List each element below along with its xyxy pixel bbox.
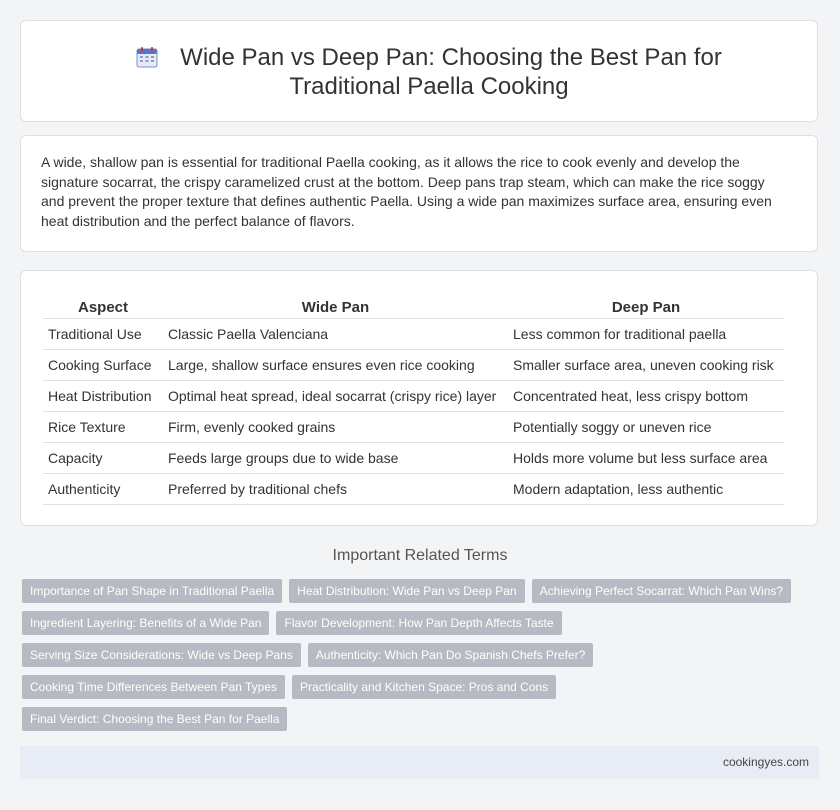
related-term-tag[interactable]: Cooking Time Differences Between Pan Types: [22, 675, 285, 699]
table-cell: Optimal heat spread, ideal socarrat (crispy rice) layer: [163, 381, 508, 412]
table-row: [43, 412, 784, 443]
table-header-row: [43, 296, 784, 319]
page-title-wrap: [81, 43, 777, 101]
related-term-tag[interactable]: Achieving Perfect Socarrat: Which Pan Wins?: [532, 579, 791, 603]
table-cell: Cooking Surface: [43, 350, 163, 381]
title-card: [20, 20, 818, 122]
related-term-tag[interactable]: Final Verdict: Choosing the Best Pan for Paella: [22, 707, 287, 731]
footer: [20, 746, 819, 779]
intro-paragraph: A wide, shallow pan is essential for traditional Paella cooking, as it allows the rice to cook evenly and develop the signature socarrat, the crispy caramelized crust at the bottom. Deep pans trap steam, which can make the rice soggy and prevent the proper texture that defines authentic Paella. Using a wide pan maximizes surface area, ensuring even heat distribution and the perfect balance of flavors.: [41, 154, 772, 229]
table-cell: Holds more volume but less surface area: [508, 443, 784, 474]
related-terms-list: [22, 579, 802, 739]
header-deep-pan: Deep Pan: [508, 296, 784, 319]
table-cell: Smaller surface area, uneven cooking risk: [508, 350, 784, 381]
related-term-tag[interactable]: Authenticity: Which Pan Do Spanish Chefs Prefer?: [308, 643, 593, 667]
intro-card: [20, 135, 818, 252]
table-row: [43, 443, 784, 474]
table-cell: Large, shallow surface ensures even rice cooking: [163, 350, 508, 381]
page-title: Wide Pan vs Deep Pan: Choosing the Best Pan for Traditional Paella Cooking: [180, 44, 722, 100]
table-cell: Firm, evenly cooked grains: [163, 412, 508, 443]
related-term-tag[interactable]: Importance of Pan Shape in Traditional Paella: [22, 579, 282, 603]
comparison-table: [43, 296, 784, 505]
related-term-tag[interactable]: Flavor Development: How Pan Depth Affects Taste: [276, 611, 561, 635]
table-cell: Potentially soggy or uneven rice: [508, 412, 784, 443]
table-row: [43, 474, 784, 505]
related-term-tag[interactable]: Ingredient Layering: Benefits of a Wide Pan: [22, 611, 269, 635]
table-row: [43, 350, 784, 381]
related-term-tag[interactable]: Heat Distribution: Wide Pan vs Deep Pan: [289, 579, 524, 603]
footer-site-name[interactable]: cookingyes.com: [722, 755, 809, 769]
related-terms-heading: Important Related Terms: [332, 547, 508, 564]
table-cell: Classic Paella Valenciana: [163, 319, 508, 350]
related-term-tag[interactable]: Serving Size Considerations: Wide vs Deep Pans: [22, 643, 301, 667]
table-cell: Capacity: [43, 443, 163, 474]
table-cell: Rice Texture: [43, 412, 163, 443]
table-cell: Traditional Use: [43, 319, 163, 350]
table-row: [43, 319, 784, 350]
header-wide-pan: Wide Pan: [163, 296, 508, 319]
comparison-card: [20, 270, 818, 526]
table-cell: Concentrated heat, less crispy bottom: [508, 381, 784, 412]
table-cell: Modern adaptation, less authentic: [508, 474, 784, 505]
header-aspect: Aspect: [43, 296, 163, 319]
table-cell: Preferred by traditional chefs: [163, 474, 508, 505]
table-cell: Authenticity: [43, 474, 163, 505]
table-cell: Heat Distribution: [43, 381, 163, 412]
table-cell: Feeds large groups due to wide base: [163, 443, 508, 474]
calendar-icon: [136, 46, 158, 68]
related-term-tag[interactable]: Practicality and Kitchen Space: Pros and Cons: [292, 675, 556, 699]
table-cell: Less common for traditional paella: [508, 319, 784, 350]
table-row: [43, 381, 784, 412]
